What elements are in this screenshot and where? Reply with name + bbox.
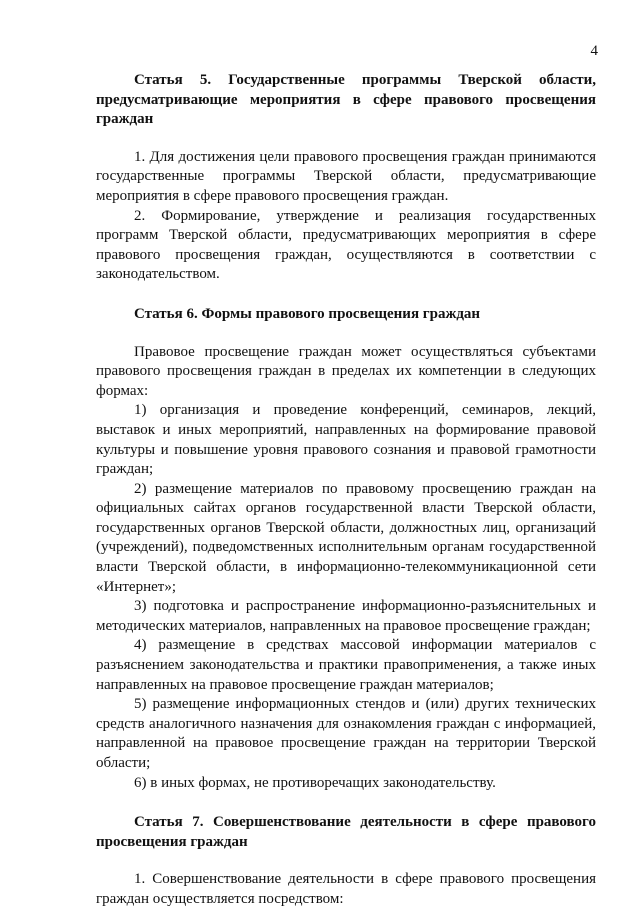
- article-6-item-3: 3) подготовка и распространение информационно-разъяснительных и методических материалов, направленных на правовое просвещение граждан;: [96, 598, 596, 634]
- article-5-paragraph-1: 1. Для достижения цели правового просвещения граждан принимаются государственные программы Тверской области, предусматривающие мероприятия в сфере правового просвещения граждан.: [96, 148, 596, 204]
- article-6-item-2: 2) размещение материалов по правовому просвещению граждан на официальных сайтах органов государственной власти Тверской области, государственных органов Тверской области, должностных лиц, организаций (учреждений), подведомственных исполнительным органам государственной власти Тверской области, в информационно-телекоммуникационной сети «Интернет»;: [96, 480, 596, 595]
- article-5: [96, 71, 596, 285]
- article-5-heading: Статья 5. Государственные программы Тверской области, предусматривающие мероприятия в сфере правового просвещения граждан: [96, 72, 596, 128]
- article-6: [96, 305, 596, 793]
- article-5-paragraph-2: 2. Формирование, утверждение и реализация государственных программ Тверской области, предусматривающих мероприятия в сфере правового просвещения граждан, осуществляются в соответствии с законодательством.: [96, 207, 596, 283]
- article-7: [96, 813, 596, 909]
- document-body: [96, 71, 596, 910]
- page-number: 4: [590, 43, 598, 59]
- article-6-item-4: 4) размещение в средствах массовой информации материалов с разъяснением законодательства и практики правоприменения, а также иных направленных на правовое просвещение граждан материалов;: [96, 637, 596, 693]
- article-7-heading: Статья 7. Совершенствование деятельности в сфере правового просвещения граждан: [96, 814, 596, 850]
- article-6-intro: Правовое просвещение граждан может осуществляться субъектами правового просвещения граждан в пределах их компетенции в следующих формах:: [96, 343, 596, 399]
- article-7-paragraph-1: 1. Совершенствование деятельности в сфере правового просвещения граждан осуществляется посредством:: [96, 871, 596, 907]
- article-6-item-1: 1) организация и проведение конференций, семинаров, лекций, выставок и иных мероприятий, направленных на формирование правовой культуры и повышение уровня правового сознания и правовой грамотности граждан;: [96, 402, 596, 478]
- article-6-item-5: 5) размещение информационных стендов и (или) других технических средств аналогичного назначения для ознакомления граждан с информацией, направленной на правовое просвещение граждан на территории Тверской области;: [96, 696, 596, 771]
- article-6-item-6: 6) в иных формах, не противоречащих законодательству.: [134, 774, 496, 791]
- article-6-heading: Статья 6. Формы правового просвещения граждан: [134, 305, 481, 322]
